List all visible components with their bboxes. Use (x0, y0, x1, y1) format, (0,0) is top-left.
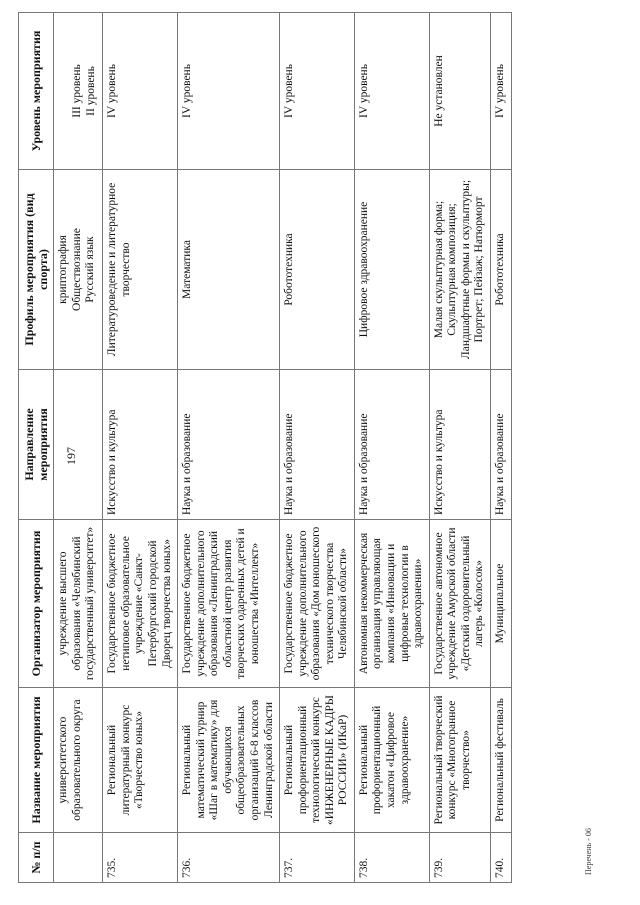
event-direction: Наука и образование (178, 370, 280, 520)
event-level (103, 13, 178, 170)
level-item: III уровень (71, 64, 84, 118)
event-organizer: Государственное бюджетное нетиповое образовательное учреждение «Санкт-Петербургский городской Дворец творчества юных» (103, 520, 178, 688)
row-number: 735. (103, 833, 178, 883)
profile-item: Робототехника (493, 233, 506, 306)
event-name: Региональный профориентационный хакатон «Цифровое здравоохранение» (354, 688, 429, 833)
row-number: 736. (178, 833, 280, 883)
event-direction (54, 370, 103, 520)
row-number: 738. (354, 833, 429, 883)
event-organizer: Государственное автономное учреждение Амурской области «Детский оздоровительный лагерь «Колосок» (429, 520, 490, 688)
event-level (280, 13, 355, 170)
event-profile (103, 170, 178, 370)
header-profile: Профиль мероприятия (вид спорта) (19, 170, 54, 370)
footer-note: Перечень - 06 (584, 828, 593, 875)
profile-item: Робототехника (283, 233, 296, 306)
table-row (429, 13, 490, 883)
header-organizer: Организатор мероприятия (19, 520, 54, 688)
profile-item: Математика (181, 240, 194, 299)
event-name: университетского образовательного округа (54, 688, 103, 833)
profile-item: Русский язык (84, 236, 97, 303)
profile-item: Цифровое здравоохранение (357, 201, 370, 338)
events-table (18, 12, 512, 883)
level-item (57, 17, 71, 165)
table-row (490, 13, 511, 883)
profile-item: Малая скульптурная форма; Скульптурная композиция; Ландшафтные формы и скульптуры; Портрет; Пейзаж; Натюрморт (432, 179, 486, 360)
profile-item: Литературоведение и литературное творчество (106, 182, 132, 357)
event-profile (490, 170, 511, 370)
header-name: Название мероприятия (19, 688, 54, 833)
event-direction: Наука и образование (490, 370, 511, 520)
event-level (429, 13, 490, 170)
event-direction: Искусство и культура (103, 370, 178, 520)
table-header-row (19, 13, 54, 883)
page-number: 197 (64, 447, 78, 465)
level-item: IV уровень (493, 64, 506, 118)
event-level (54, 13, 103, 170)
event-profile (178, 170, 280, 370)
event-organizer: Государственное бюджетное учреждение дополнительного образования «Дом юношеского технического творчества Челябинской области» (280, 520, 355, 688)
event-level (490, 13, 511, 170)
event-organizer: учреждение высшего образования «Челябинский государственный университет» (54, 520, 103, 688)
event-level (354, 13, 429, 170)
event-name: Региональный математический турнир «Шаг в математику» для обучающихся общеобразовательных организаций 6-8 классов Ленинградской области (178, 688, 280, 833)
level-item: II уровень (85, 66, 98, 116)
profile-item: Обществознание (70, 228, 83, 311)
event-organizer: Государственное бюджетное учреждение дополнительного образования «Ленинградский областной центр развития творческих одаренных детей и юношества «Интеллект» (178, 520, 280, 688)
event-direction: Наука и образование (280, 370, 355, 520)
event-level (178, 13, 280, 170)
event-profile (280, 170, 355, 370)
table-row (178, 13, 280, 883)
event-name: Региональный литературный конкурс «Творчество юных» (103, 688, 178, 833)
row-number: 737. (280, 833, 355, 883)
event-profile (354, 170, 429, 370)
event-organizer: Муниципальное (490, 520, 511, 688)
row-number: 739. (429, 833, 490, 883)
event-name: Региональный профориентационный технологический конкурс «ИНЖЕНЕРНЫЕ КАДРЫ РОССИИ» (ИКаР) (280, 688, 355, 833)
level-item: IV уровень (181, 64, 194, 118)
event-organizer: Автономная некоммерческая организация управляющая компания «Инновации и цифровые технологии в здравоохранении» (354, 520, 429, 688)
row-number: 740. (490, 833, 511, 883)
event-direction: Искусство и культура (429, 370, 490, 520)
event-profile (429, 170, 490, 370)
level-item: IV уровень (283, 64, 296, 118)
event-direction: Наука и образование (354, 370, 429, 520)
table-row (54, 13, 103, 883)
header-num: № п/п (19, 833, 54, 883)
profile-item: криптография (57, 235, 70, 304)
level-item: IV уровень (357, 64, 370, 118)
table-row (354, 13, 429, 883)
event-name: Региональный фестиваль (490, 688, 511, 833)
table-row (103, 13, 178, 883)
table-row (280, 13, 355, 883)
level-item: Не установлен (432, 55, 445, 127)
event-name: Региональный творческий конкурс «Многогранное творчество» (429, 688, 490, 833)
header-direction: Направление мероприятия (19, 370, 54, 520)
level-item: IV уровень (106, 64, 119, 118)
row-number (54, 833, 103, 883)
header-level: Уровень мероприятия (19, 13, 54, 170)
event-profile (54, 170, 103, 370)
